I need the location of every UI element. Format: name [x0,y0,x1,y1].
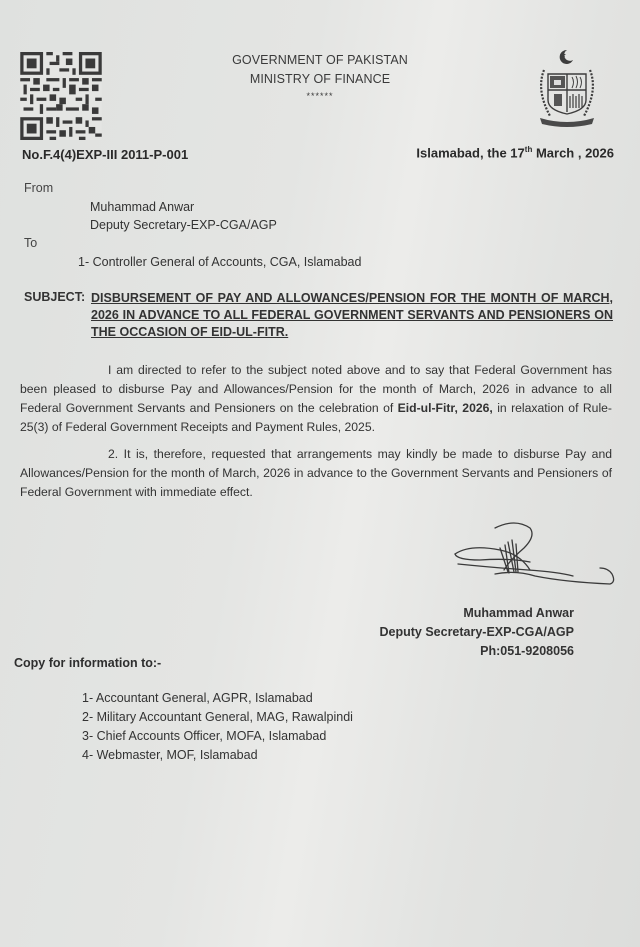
reference-number: No.F.4(4)EXP-III 2011-P-001 [22,147,189,162]
from-label: From [24,181,54,195]
copy-list [82,689,353,765]
signatory-name: Muhammad Anwar [463,606,574,620]
government-heading: GOVERNMENT OF PAKISTAN [232,53,408,67]
signatory-phone: Ph:051-9208056 [480,644,574,658]
state-emblem-icon [532,46,602,130]
copy-item: 2- Military Accountant General, MAG, Rawalpindi [82,710,353,724]
copy-item: 4- Webmaster, MOF, Islamabad [82,748,258,762]
header-separator: ****** [306,91,334,101]
from-name: Muhammad Anwar [90,200,195,214]
copy-label: Copy for information to:- [14,656,162,670]
to-recipient: 1- Controller General of Accounts, CGA, Islamabad [78,255,362,269]
copy-item: 3- Chief Accounts Officer, MOFA, Islamabad [82,729,327,743]
subject-label: SUBJECT: [24,290,86,304]
signatory-designation: Deputy Secretary-EXP-CGA/AGP [379,625,574,639]
body-paragraph-1: I am directed to refer to the subject noted above and to say that Federal Government has been pleased to disburse Pay and Allowances/Pension for the month of March, 2026 in advance to all Federal Government Servants and Pensioners on the celebration of Eid-ul-Fitr, 2026, in relaxation of Rule-25(3) of Federal Government Receipts and Payment Rules, 2025. [20,363,612,434]
to-label: To [24,236,38,250]
subject-text: DISBURSEMENT OF PAY AND ALLOWANCES/PENSION FOR THE MONTH OF MARCH, 2026 IN ADVANCE TO ALL FEDERAL GOVERNMENT SERVANTS AND PENSIONERS ON THE OCCASION OF EID-UL-FITR. [91,291,613,339]
body-paragraph-2: 2. It is, therefore, requested that arrangements may kindly be made to disburse Pay and Allowances/Pension for the month of March, 2026 in advance to the Government Servants and Pensioners of Federal Government with immediate effect. [20,447,612,499]
letter-date: Islamabad, the 17th March , 2026 [416,145,614,161]
signature-block [379,604,574,661]
from-designation: Deputy Secretary-EXP-CGA/AGP [90,218,277,232]
ministry-heading: MINISTRY OF FINANCE [249,72,391,86]
copy-item: 1- Accountant General, AGPR, Islamabad [82,691,313,705]
signature-icon [450,520,615,600]
